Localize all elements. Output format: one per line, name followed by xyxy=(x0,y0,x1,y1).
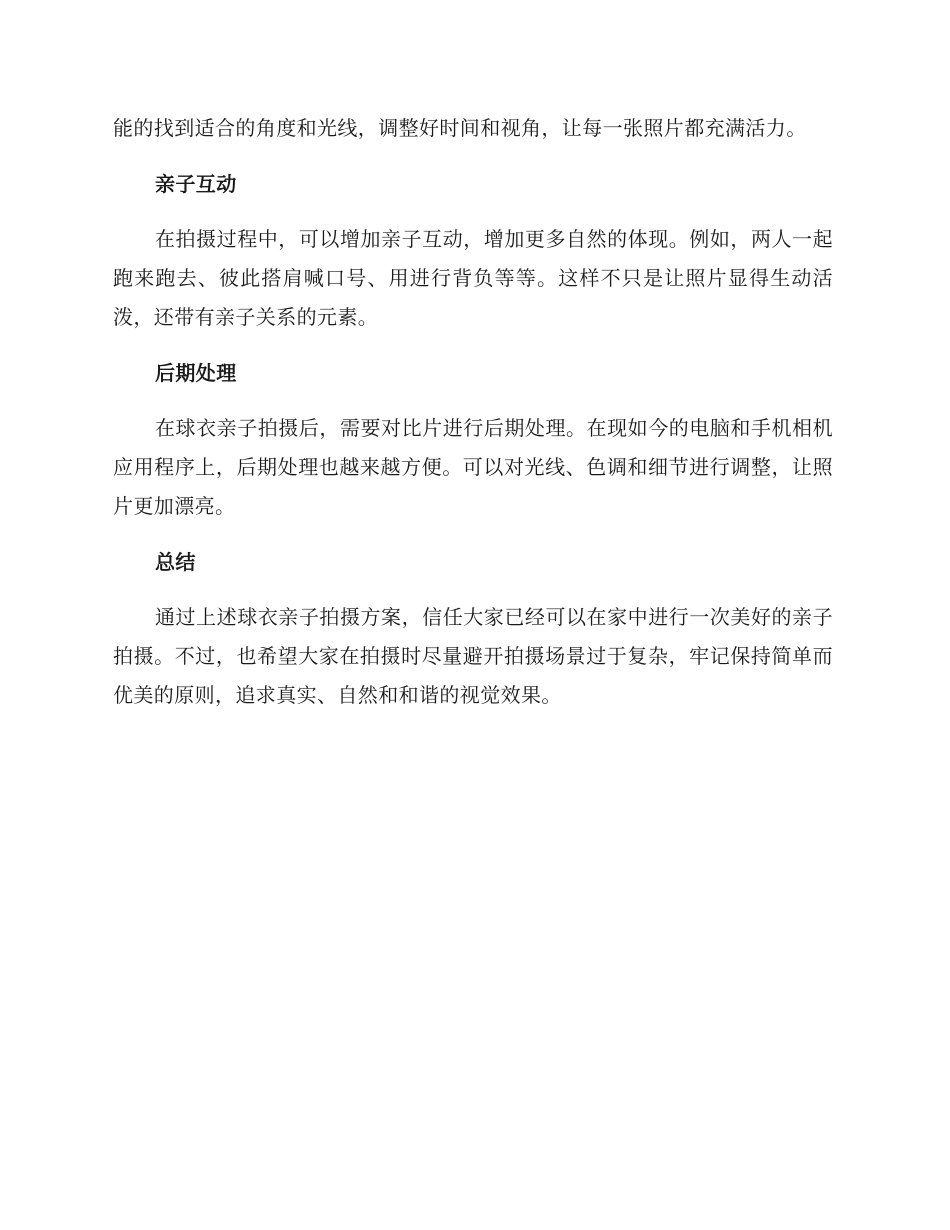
spacer xyxy=(113,337,833,354)
section-paragraph-parent-child-interaction: 在拍摄过程中，可以增加亲子互动，增加更多自然的体现。例如，两人一起跑来跑去、彼此搭肩喊口号、用进行背负等等。这样不只是让照片显得生动活泼，还带有亲子关系的元素。 xyxy=(113,227,833,329)
spacer xyxy=(113,582,833,598)
section-heading-summary: 总结 xyxy=(155,550,196,574)
document-body xyxy=(113,109,833,715)
spacer xyxy=(113,204,833,220)
section-paragraph-summary: 通过上述球衣亲子拍摄方案，信任大家已经可以在家中进行一次美好的亲子拍摄。不过，也希望大家在拍摄时尽量避开拍摄场景过于复杂，牢记保持简单而优美的原则，追求真实、自然和和谐的视觉效果。 xyxy=(113,605,833,707)
spacer xyxy=(113,393,833,409)
section-heading-post-processing: 后期处理 xyxy=(155,361,237,385)
section-heading-parent-child-interaction: 亲子互动 xyxy=(155,172,237,196)
intro-paragraph: 能的找到适合的角度和光线，调整好时间和视角，让每一张照片都充满活力。 xyxy=(113,116,807,140)
spacer xyxy=(113,148,833,165)
section-paragraph-post-processing: 在球衣亲子拍摄后，需要对比片进行后期处理。在现如今的电脑和手机相机应用程序上，后期处理也越来越方便。可以对光线、色调和细节进行调整，让照片更加漂亮。 xyxy=(113,416,833,518)
spacer xyxy=(113,526,833,543)
